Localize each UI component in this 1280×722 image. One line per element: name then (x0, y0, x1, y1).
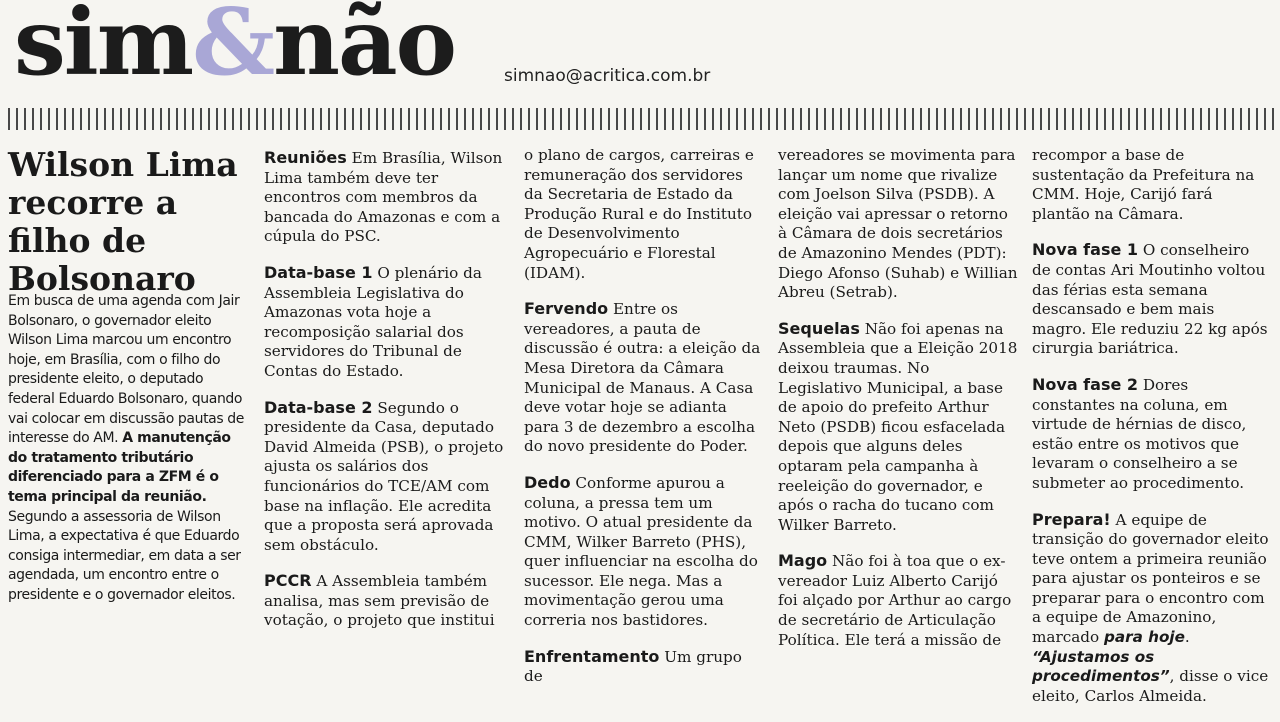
note-head: Dedo (524, 472, 571, 492)
note-head: Fervendo (524, 299, 609, 319)
column-logo (14, 0, 456, 96)
note-body: Conforme apurou a coluna, a pressa tem um motivo. O atual presidente da CMM, Wilker Barreto (PHS), quer influenciar na escolha do sucessor. Ele nega. Mas a movimentação gerou uma correria nos bastidores. (524, 473, 758, 630)
note-item (1032, 146, 1270, 224)
masthead (8, 0, 1278, 100)
note-item (524, 146, 764, 283)
contact-email[interactable]: simnao@acritica.com.br (504, 66, 711, 86)
note-item (524, 299, 764, 457)
note-body: Dores constantes na coluna, em virtude de hérnias de disco, estão entre os motivos que levaram o conselheiro a se submeter ao procedimento. (1032, 375, 1247, 492)
note-item (264, 398, 504, 556)
note-item (778, 319, 1018, 536)
note-quote: “Ajustamos os procedimentos” (1032, 647, 1170, 686)
note-item (1032, 375, 1270, 494)
note-item (264, 148, 504, 247)
note-body: o plano de cargos, carreiras e remuneração dos servidores da Secretaria de Estado da Produção Rural e do Instituto de Desenvolvimento Agropecuário e Florestal (IDAM). (524, 146, 754, 282)
logo-nao: não (273, 0, 456, 96)
note-body: O conselheiro de contas Ari Moutinho voltou das férias esta semana descansado e bem mais magro. Ele reduziu 22 kg após cirurgia bariátrica. (1032, 241, 1268, 358)
note-body: Entre os vereadores, a pauta de discussão é outra: a eleição da Mesa Diretora da Câmara Municipal de Manaus. A Casa deve votar hoje se adianta para 3 de dezembro a escolha do novo presidente do Poder. (524, 300, 761, 456)
note-body: recompor a base de sustentação da Prefeitura na CMM. Hoje, Carijó fará plantão na Câmara. (1032, 146, 1255, 223)
column-5 (1032, 146, 1270, 722)
note-body: Segundo o presidente da Casa, deputado David Almeida (PSB), o projeto ajusta os salários dos funcionários do TCE/AM com base na inflação. Ele acredita que a proposta será aprovada sem obstáculo. (264, 398, 504, 554)
logo-sim: sim (14, 0, 193, 96)
note-item (264, 571, 504, 631)
note-item (524, 647, 764, 687)
note-body: Não foi apenas na Assembleia que a Eleição 2018 deixou traumas. No Legislativo Municipal, a base de apoio do prefeito Arthur Neto (PSDB) ficou esfacelada depois que alguns deles optaram pela campanha à reeleição do governador, e após o racha do tucano com Wilker Barreto. (778, 319, 1018, 534)
column-5-notes (1032, 146, 1270, 494)
note-head: Reuniões (264, 148, 347, 167)
note-body-3: , disse o vice eleito, Carlos Almeida. (1032, 667, 1269, 705)
note-head: Nova fase 1 (1032, 240, 1139, 260)
note-head: Data-base 2 (264, 397, 373, 417)
note-italic: para hoje (1103, 628, 1185, 647)
note-head: PCCR (264, 571, 312, 591)
note-head: Prepara! (1032, 509, 1111, 529)
lead-text-3: Segundo a assessoria de Wilson Lima, a expectativa é que Eduardo consiga intermediar, em data a ser agendada, um encontro entre o presidente e o governador eleitos. (8, 508, 241, 603)
note-head: Sequelas (778, 318, 860, 338)
lead-story (8, 292, 246, 606)
note-body: A equipe de transição do governador eleito teve ontem a primeira reunião para ajustar os ponteiros e se preparar para o encontro com a equipe de Amazonino, marcado (1032, 510, 1269, 647)
note-body: vereadores se movimenta para lançar um nome que rivalize com Joelson Silva (PSDB). A eleição vai apressar o retorno à Câmara de dois secretários de Amazonino Mendes (PDT): Diego Afonso (Suhab) e Willian Abreu (Setrab). (778, 146, 1018, 302)
note-body: A Assembleia também analisa, mas sem previsão de votação, o projeto que institui (264, 572, 495, 630)
note-head: Nova fase 2 (1032, 374, 1139, 394)
note-prepara (1032, 510, 1270, 707)
logo-ampersand: & (192, 0, 274, 96)
note-body: Um grupo de (524, 647, 742, 686)
note-head: Enfrentamento (524, 646, 660, 666)
note-item (1032, 240, 1270, 359)
note-item (778, 551, 1018, 650)
note-head: Mago (778, 551, 828, 571)
note-item (524, 473, 764, 631)
note-item (778, 146, 1018, 303)
column-3 (524, 146, 764, 703)
headline: Wilson Lima recorre a filho de Bolsonaro (8, 145, 238, 298)
decorative-ruler (8, 108, 1274, 130)
note-item (264, 263, 504, 382)
note-body: Não foi à toa que o ex-vereador Luiz Alberto Carijó foi alçado por Arthur ao cargo de secretário de Articulação Política. Ele terá a missão de (778, 552, 1012, 649)
lead-text-1: Em busca de uma agenda com Jair Bolsonaro, o governador eleito Wilson Lima marcou um encontro hoje, em Brasília, com o filho do presidente eleito, o deputado federal Eduardo Bolsonaro, quando vai colocar em discussão pautas de interesse do AM. (8, 293, 244, 447)
note-body: Em Brasília, Wilson Lima também deve ter encontros com membros da bancada do Amazonas e com a cúpula do PSC. (264, 149, 503, 246)
note-head: Data-base 1 (264, 262, 373, 282)
note-body-2: . (1184, 628, 1190, 647)
column-4 (778, 146, 1018, 666)
lead-text-2: A manutenção do tratamento tributário diferenciado para a ZFM é o tema principal da reunião. (8, 430, 231, 505)
column-2 (264, 148, 504, 647)
note-body: O plenário da Assembleia Legislativa do Amazonas vota hoje a recomposição salarial dos servidores do Tribunal de Contas do Estado. (264, 263, 482, 380)
